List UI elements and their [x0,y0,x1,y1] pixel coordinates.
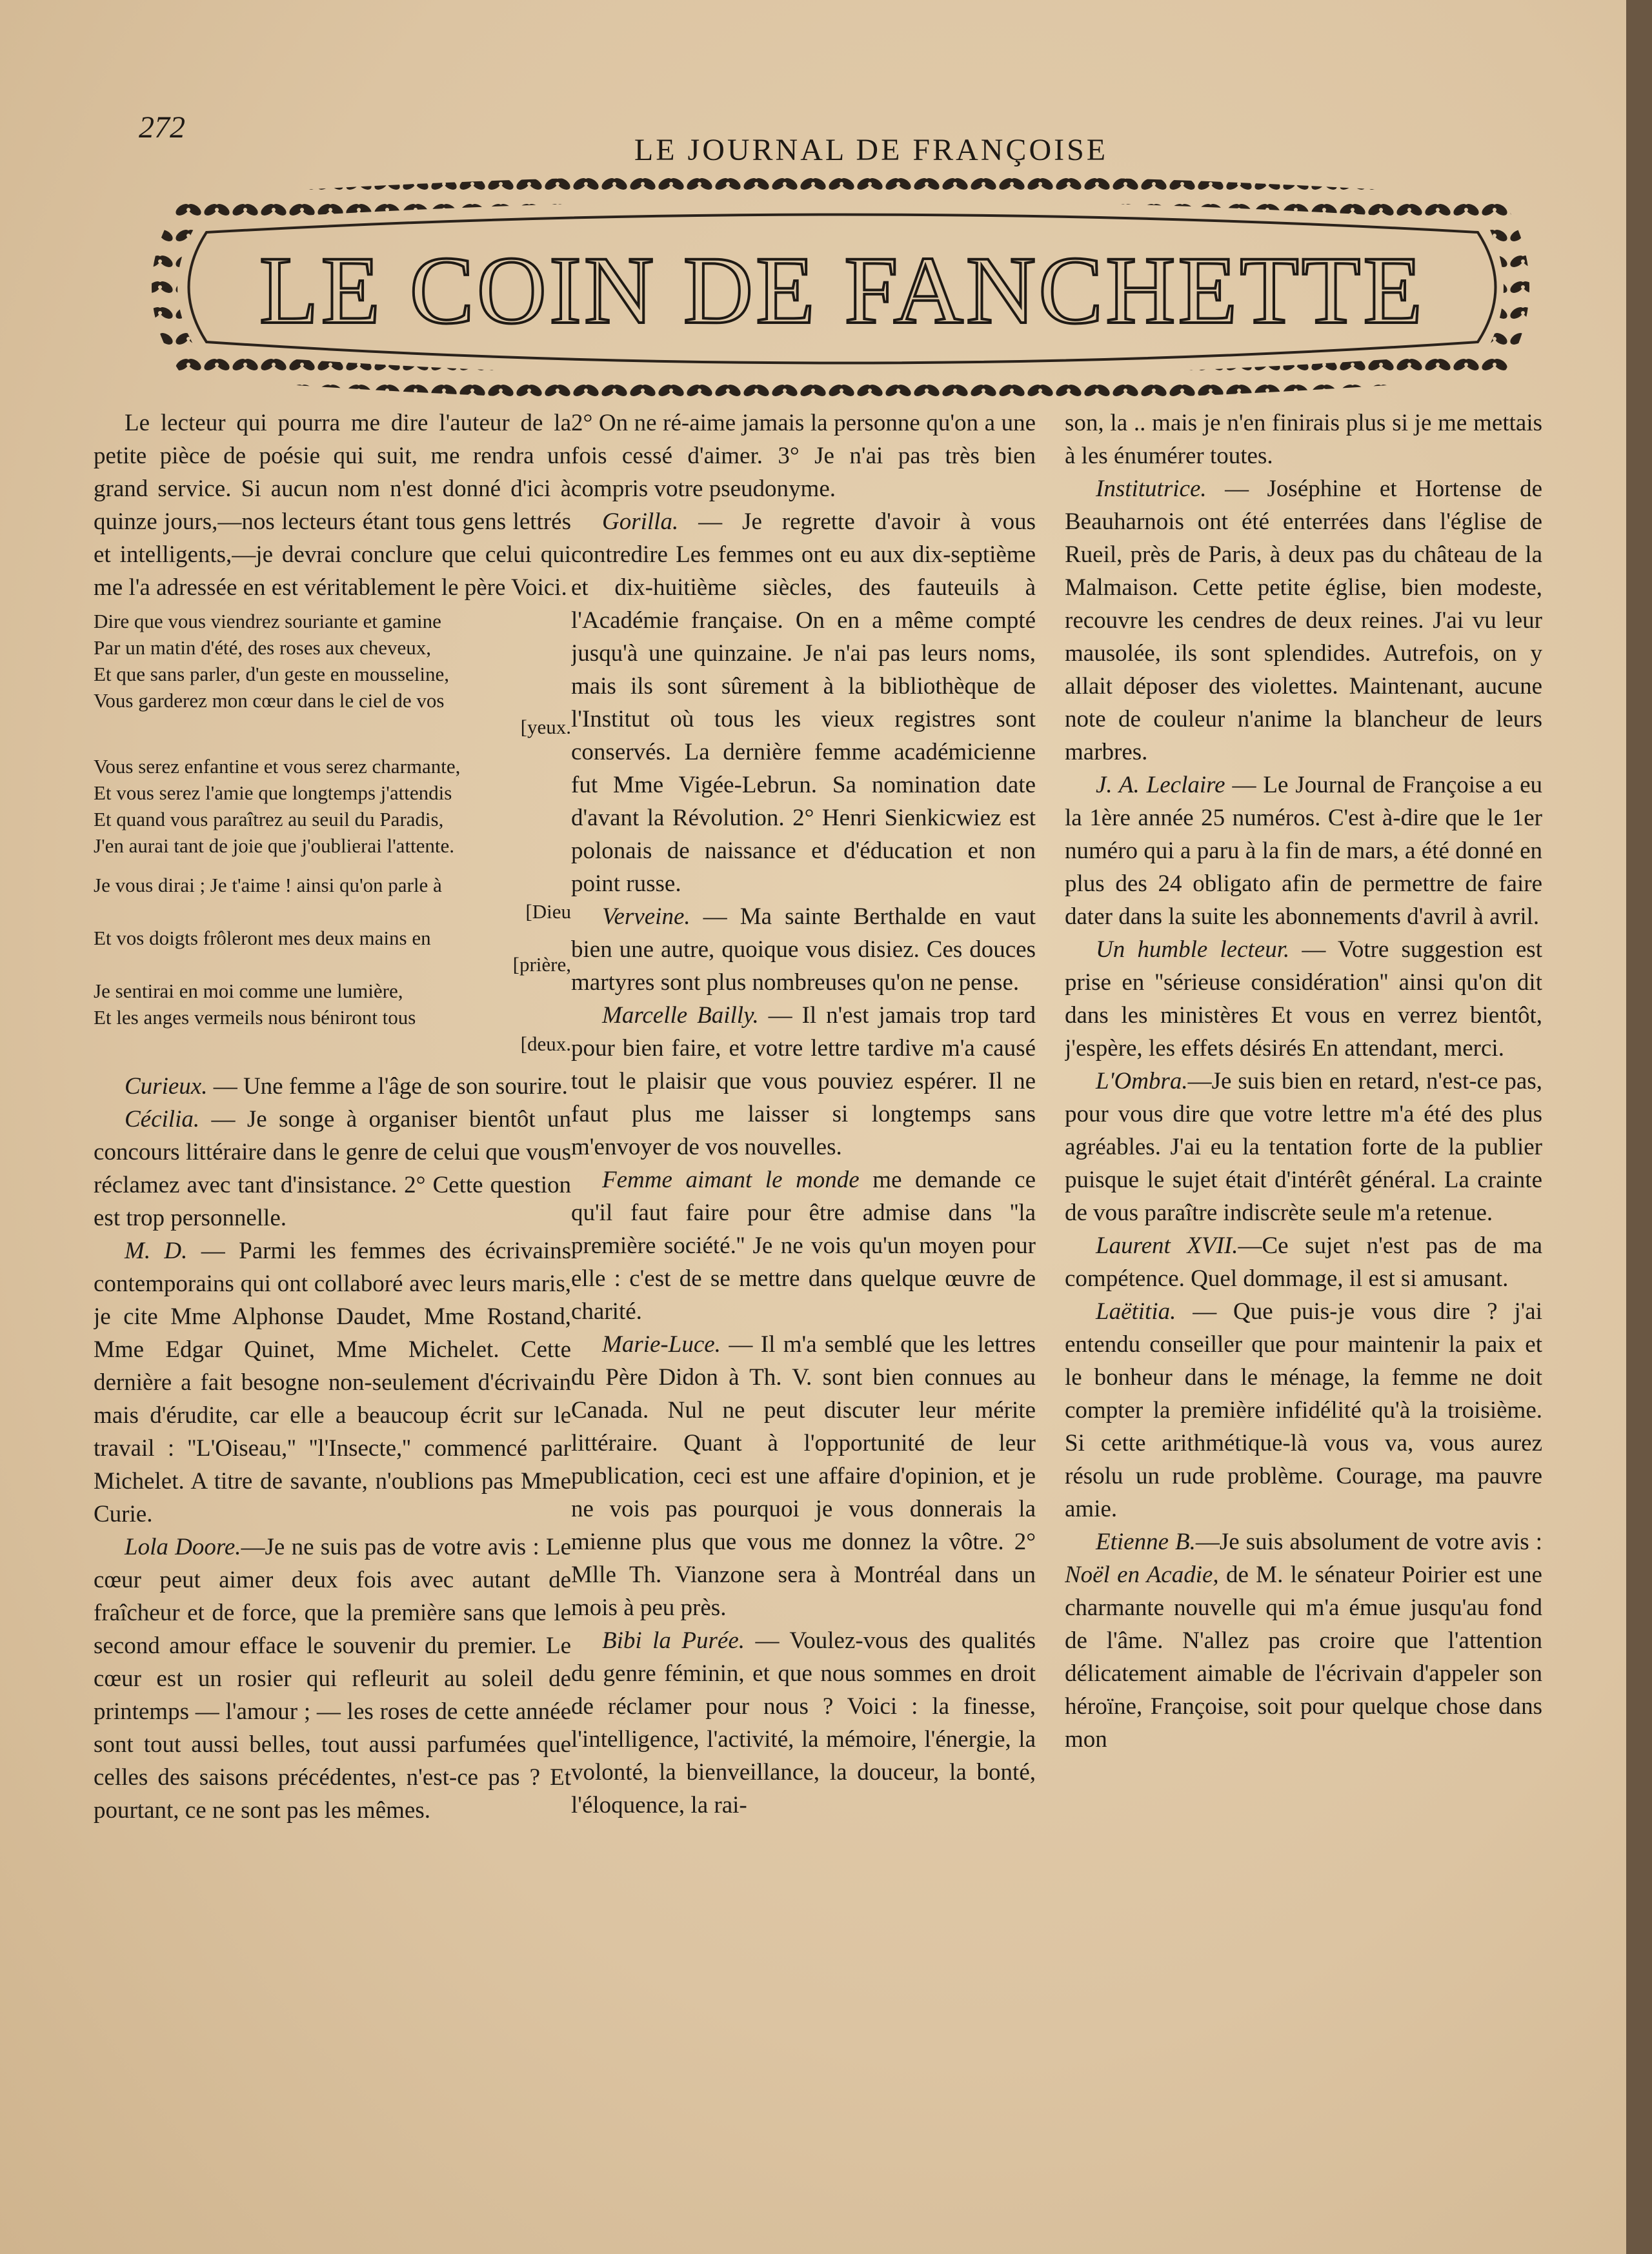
intro-paragraph: Le lecteur qui pourra me dire l'auteur de la petite pièce de poésie qui suit, me rendra un grand service. Si aucun nom n'est donné d'ici à quinze jours,—nos lecteurs étant tous gens lettrés et intelligents,—je devrai conclure que celui qui me l'a adressée en est véritablement le père Voici. [94,410,571,601]
reply-leclaire [1065,769,1542,933]
poem-line: Je sentirai en moi comme une lumière, [94,980,403,1002]
correspondent-name: Marie-Luce. [602,1331,721,1358]
poem-line: Et les anges vermeils nous béniront tous [94,1006,416,1029]
poem-line: [Dieu [525,900,571,923]
column-1 [94,407,571,2213]
banner-title: LE COIN DE FANCHETTE [259,237,1425,344]
correspondent-name: J. A. Leclaire [1096,772,1225,798]
reply-institutrice [1065,472,1542,769]
reply-laurent [1065,1229,1542,1295]
reply-text: — Je regrette d'avoir à vous contredire Les femmes ont eu aux dix-septième et dix-huitième siècles, des fauteuils à l'Académie française. On en a même compté jusqu'à une quinzaine. Je n'ai pas leurs noms, mais ils sont sûrement à la bibliothèque de l'Institut où tous les vieux registres sont conservés. La dernière femme académicienne fut Mme Vigée-Lebrun. Sa nomination date d'avant la Révolution. 2° Henri Sienkicwiez est polonais de naissance et d'éducation et non point russe. [571,508,1036,897]
reply-text: — Je songe à organiser bientôt un concours littéraire dans le genre de celui que vous réclamez avec tant d'insistance. 2° Cette question est trop personnelle. [94,1106,571,1231]
reply-text: —Je ne suis pas de votre avis : Le cœur peut aimer deux fois avec autant de fraîcheur et de force, que la première sans que le second amour efface le souvenir du premier. Le cœur est un rosier qui refleurit au soleil de printemps — l'amour ; — les roses de cette année sont tout aussi belles, tout aussi parfumées que celles des saisons précédentes, n'est-ce pas ? Et pourtant, ce ne sont pas les mêmes. [94,1534,571,1824]
title-banner [145,171,1539,407]
intro-continuation: 2° On ne ré-aime jamais la personne qu'on a une fois cessé d'aimer. 3° Je n'ai pas très bien compris votre pseudonyme. [571,410,1036,502]
reply-text: — Une femme a l'âge de son sourire. [207,1073,568,1100]
book-title: Noël en Acadie, [1065,1562,1219,1588]
reply-text: — Il m'a semblé que les lettres du Père Didon à Th. V. sont bien connues au Canada. Nul ne peut discuter leur mérite littéraire. Quant à l'opportunité de leur publication, ceci est une affaire d'opinion, et je ne vois pas pourquoi je vous donnerais la mienne plus que vous me donnez la vôtre. 2° Mlle Th. Vianzone sera à Montréal dans un mois à peu près. [571,1331,1036,1621]
poem-line: Vous garderez mon cœur dans le ciel de vos [94,689,445,712]
poem-line: [deux. [520,1032,571,1055]
poem-stanza-1 [94,608,571,740]
reply-md [94,1234,571,1531]
reply-text: —Ce sujet n'est pas de ma compétence. Quel dommage, il est si amusant. [1065,1233,1542,1292]
reply-laetitia [1065,1295,1542,1525]
correspondent-name: Etienne B. [1096,1529,1196,1555]
poem-line: Par un matin d'été, des roses aux cheveux, [94,636,431,659]
correspondent-name: M. D. [125,1238,188,1264]
poem [94,608,571,1057]
reply-text: me demande ce qu'il faut faire pour être admise dans ''la première société.'' Je ne vois qu'un moyen pour elle : c'est de se mettre dans quelque œuvre de charité. [571,1167,1036,1325]
reply-marcelle [571,999,1036,1163]
correspondent-name: Marcelle Bailly. [602,1002,759,1029]
bibi-continuation: son, la .. mais je n'en finirais plus si je me mettais à les énumérer toutes. [1065,410,1542,469]
correspondent-name: Bibi la Purée. [602,1627,745,1654]
laurel-frame-ornament [145,171,1539,407]
correspondent-name: Institutrice. [1096,476,1207,502]
poem-line: Je vous dirai ; Je t'aime ! ainsi qu'on parle à [94,874,442,896]
reply-gorilla [571,505,1036,900]
reply-text: — Il n'est jamais trop tard pour bien faire, et votre lettre tardive m'a causé tout le plaisir que vous pouviez espérer. Il ne faut plus me laisser si longtemps sans m'envoyer de vos nouvelles. [571,1002,1036,1160]
correspondent-name: Curieux. [125,1073,208,1100]
poem-line: Dire que vous viendrez souriante et gamine [94,610,441,632]
correspondent-name: L'Ombra. [1096,1068,1188,1094]
reply-text: — Votre suggestion est prise en ''sérieuse considération'' ainsi qu'on dit dans les ministères Et vous en verrez bientôt, j'espère, les effets désirés En attendant, merci. [1065,936,1542,1062]
poem-line: Et vous serez l'amie que longtemps j'attendis [94,781,452,804]
correspondent-name: Verveine. [602,903,690,930]
reply-lola [94,1531,571,1827]
reply-curieux [94,1070,571,1103]
reply-cecilia [94,1103,571,1234]
poem-line: J'en aurai tant de joie que j'oublierai l'attente. [94,834,455,857]
poem-line: Et quand vous paraîtrez au seuil du Paradis, [94,808,444,830]
column-2 [571,407,1036,2213]
correspondent-name: Laëtitia. [1096,1298,1176,1325]
reply-etienne [1065,1525,1542,1756]
correspondent-name: Laurent XVII. [1096,1233,1238,1259]
poem-stanza-2 [94,753,571,859]
poem-line: [yeux. [520,716,571,738]
reply-text: — Joséphine et Hortense de Beauharnois ont été enterrées dans l'église de Rueil, près de Paris, à deux pas du château de la Malmaison. Cette petite église, bien modeste, recouvre les cendres de deux reines. J'ai vu leur mausolée, ils sont splendides. Autrefois, on y allait déposer des violettes. Maintenant, aucune note de couleur n'anime la blancheur de leurs marbres. [1065,476,1542,765]
correspondent-name: Femme aimant le monde [602,1167,860,1193]
reply-text: — Parmi les femmes des écrivains contemporains qui ont collaboré avec leurs maris, je cite Mme Alphonse Daudet, Mme Rostand, Mme Edgar Quinet, Mme Michelet. Cette dernière a fait besogne non-seulement d'écrivain mais d'érudite, car elle a beaucoup écrit sur le travail : ''L'Oiseau,'' ''l'Insecte,'' commencé par Michelet. A titre de savante, n'oublions pas Mme Curie. [94,1238,571,1527]
page-number: 272 [139,110,185,145]
page-edge [1626,0,1652,2254]
reply-bibi [571,1624,1036,1822]
reply-text: — Voulez-vous des qualités du genre féminin, et que nous sommes en droit de réclamer pour nous ? Voici : la finesse, l'intelligence, l'activité, la mémoire, l'énergie, la volonté, la bienveillance, la douceur, la bonté, l'éloquence, la rai- [571,1627,1036,1818]
reply-text: — Ma sainte Berthalde en vaut bien une autre, quoique vous disiez. Ces douces martyres sont plus nombreuses qu'on ne pense. [571,903,1036,996]
reply-text: de M. le sénateur Poirier est une charmante nouvelle qui m'a émue jusqu'au fond de l'âme. N'allez pas croire que l'attention délicatement aimable de l'écrivain d'appeler son héroïne, Françoise, soit pour quelque chose dans mon [1065,1562,1542,1753]
correspondent-name: Lola Doore. [125,1534,241,1560]
correspondent-name: Un humble lecteur. [1096,936,1290,963]
poem-stanza-3 [94,872,571,1057]
correspondent-name: Cécilia. [125,1106,200,1132]
poem-line: Et que sans parler, d'un geste en mousseline, [94,663,450,685]
reply-text: — Que puis-je vous dire ? j'ai entendu conseiller que pour maintenir la paix et le bonheur dans le ménage, la femme ne doit compter la première infidélité qu'à la troisième. Si cette arithmétique-là vous va, vous aurez résolu un rude problème. Courage, ma pauvre amie. [1065,1298,1542,1522]
reply-femme-aimant-le-monde [571,1163,1036,1328]
reply-humble-lecteur [1065,933,1542,1065]
correspondent-name: Gorilla. [602,508,679,535]
reply-text: —Je suis absolument de votre avis : [1195,1529,1542,1555]
reply-ombra [1065,1065,1542,1229]
running-head: LE JOURNAL DE FRANÇOISE [634,133,1109,167]
poem-line: Vous serez enfantine et vous serez charmante, [94,755,461,778]
poem-line: Et vos doigts frôleront mes deux mains en [94,927,431,949]
poem-line: [prière, [512,953,571,976]
reply-verveine [571,900,1036,999]
reply-marie-luce [571,1328,1036,1624]
reply-text: — Le Journal de Françoise a eu la 1ère année 25 numéros. C'est à-dire que le 1er numéro qui a paru à la fin de mars, a été donné en plus des 24 obligato afin de permettre de faire dater dans la suite les abonnements d'avril à avril. [1065,772,1542,930]
reply-text: —Je suis bien en retard, n'est-ce pas, pour vous dire que votre lettre m'a été des plus agréables. J'ai eu la tentation forte de la publier puisque le sujet était d'intérêt général. La crainte de vous paraître indiscrète seule m'a retenue. [1065,1068,1542,1226]
column-3 [1065,407,1542,2213]
